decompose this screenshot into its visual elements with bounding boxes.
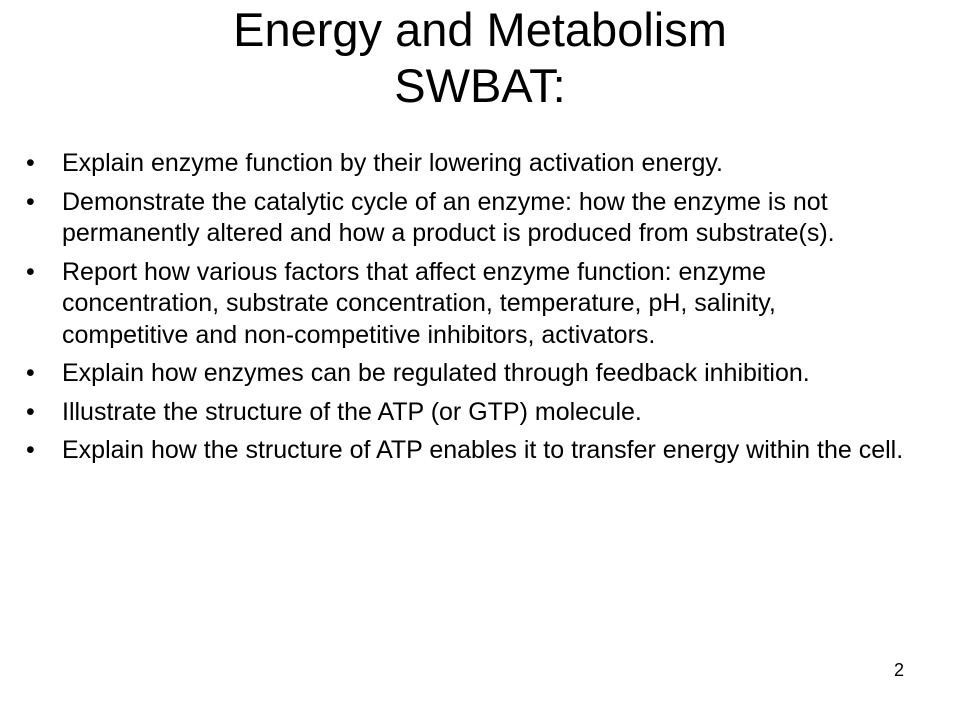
bullet-text: Explain how enzymes can be regulated through feedback inhibition.	[62, 359, 810, 387]
bullet-icon: •	[26, 187, 35, 216]
slide-title-line-1: Energy and Metabolism	[233, 3, 727, 56]
bullet-text: Demonstrate the catalytic cycle of an enzyme: how the enzyme is not permanently altered and how a product is produced from substrate(s).	[62, 187, 835, 247]
bullet-list	[26, 148, 906, 474]
bullet-item	[26, 257, 906, 352]
bullet-icon: •	[26, 149, 35, 177]
slide-title-line-2: SWBAT:	[394, 59, 566, 112]
bullet-icon: •	[26, 436, 35, 464]
slide-title	[40, 2, 920, 114]
bullet-icon: •	[26, 397, 35, 426]
bullet-icon: •	[26, 257, 35, 286]
bullet-text: Illustrate the structure of the ATP (or GTP) molecule.	[62, 397, 642, 426]
bullet-item	[26, 358, 906, 390]
bullet-text: Explain how the structure of ATP enables it to transfer energy within the cell.	[62, 436, 904, 464]
bullet-icon: •	[26, 359, 35, 387]
page-number: 2	[893, 660, 904, 680]
bullet-item	[26, 187, 906, 250]
bullet-item	[26, 148, 906, 180]
bullet-text: Explain enzyme function by their lowering activation energy.	[62, 149, 723, 177]
bullet-item	[26, 397, 906, 429]
bullet-text: Report how various factors that affect enzyme function: enzyme concentration, substrate concentration, temperature, pH, salinity, competitive and non-competitive inhibitors, activators.	[62, 257, 776, 349]
bullet-item	[26, 435, 906, 467]
